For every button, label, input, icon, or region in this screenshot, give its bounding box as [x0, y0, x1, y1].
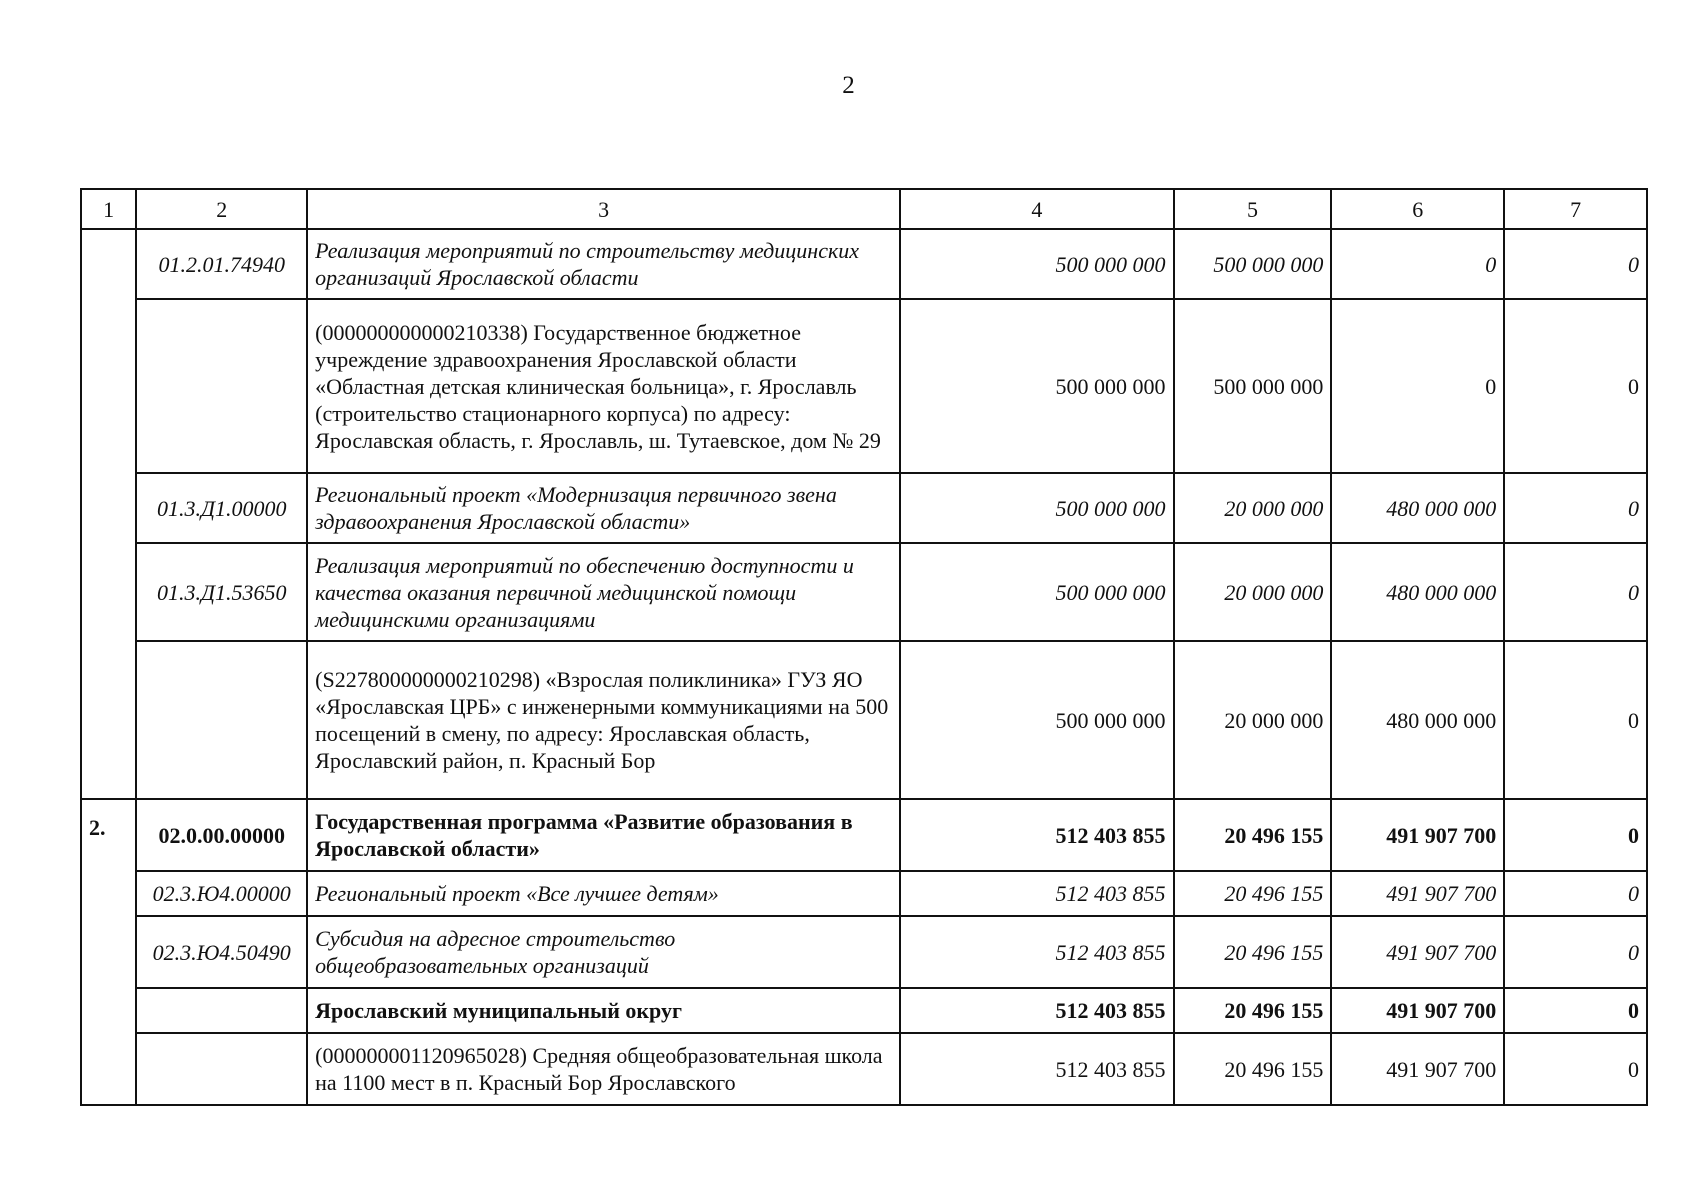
amount-col-5: 20 496 155: [1174, 799, 1332, 871]
amount-col-6: 0: [1331, 299, 1504, 473]
amount-col-5: 20 000 000: [1174, 641, 1332, 799]
row-number: 2.: [81, 799, 136, 1105]
table-row: [81, 799, 1647, 871]
amount-col-6: 480 000 000: [1331, 473, 1504, 543]
table-header-row: [81, 189, 1647, 229]
amount-col-4: 500 000 000: [900, 299, 1173, 473]
row-number-cell: [81, 229, 136, 799]
amount-col-4: 500 000 000: [900, 473, 1173, 543]
amount-col-5: 500 000 000: [1174, 299, 1332, 473]
table-row: [81, 916, 1647, 988]
budget-table: [80, 188, 1648, 1106]
item-description: (000000001120965028) Средняя общеобразовательная школа на 1100 мест в п. Красный Бор Ярославского: [307, 1033, 900, 1105]
budget-code: [136, 299, 307, 473]
amount-col-6: 491 907 700: [1331, 871, 1504, 916]
budget-code: 01.3.Д1.53650: [136, 543, 307, 641]
budget-code: [136, 641, 307, 799]
amount-col-5: 500 000 000: [1174, 229, 1332, 299]
column-header: 4: [900, 189, 1173, 229]
table-row: [81, 871, 1647, 916]
amount-col-4: 500 000 000: [900, 543, 1173, 641]
page-number: 2: [842, 72, 855, 99]
item-description: Реализация мероприятий по обеспечению доступности и качества оказания первичной медицинской помощи медицинскими организациями: [307, 543, 900, 641]
amount-col-6: 0: [1331, 229, 1504, 299]
table-row: [81, 543, 1647, 641]
column-header: 7: [1504, 189, 1647, 229]
amount-col-7: 0: [1504, 1033, 1647, 1105]
column-header: 1: [81, 189, 136, 229]
amount-col-6: 491 907 700: [1331, 799, 1504, 871]
amount-col-7: 0: [1504, 799, 1647, 871]
amount-col-6: 491 907 700: [1331, 916, 1504, 988]
column-header: 6: [1331, 189, 1504, 229]
amount-col-5: 20 496 155: [1174, 871, 1332, 916]
item-description: (000000000000210338) Государственное бюджетное учреждение здравоохранения Ярославской области «Областная детская клиническая больница», г. Ярославль (строительство стационарного корпуса) по адресу: Ярославская область, г. Ярославль, ш. Тутаевское, дом № 29: [307, 299, 900, 473]
amount-col-7: 0: [1504, 988, 1647, 1033]
budget-code: [136, 1033, 307, 1105]
item-description: Реализация мероприятий по строительству медицинских организаций Ярославской области: [307, 229, 900, 299]
budget-code: 02.3.Ю4.50490: [136, 916, 307, 988]
item-description: Государственная программа «Развитие образования в Ярославской области»: [307, 799, 900, 871]
amount-col-4: 512 403 855: [900, 871, 1173, 916]
amount-col-7: 0: [1504, 543, 1647, 641]
table-row: [81, 473, 1647, 543]
item-description: (S227800000000210298) «Взрослая поликлиника» ГУЗ ЯО «Ярославская ЦРБ» с инженерными коммуникациями на 500 посещений в смену, по адресу: Ярославская область, Ярославский район, п. Красный Бор: [307, 641, 900, 799]
item-description: Ярославский муниципальный округ: [307, 988, 900, 1033]
amount-col-5: 20 000 000: [1174, 543, 1332, 641]
table-row: [81, 641, 1647, 799]
amount-col-6: 491 907 700: [1331, 1033, 1504, 1105]
amount-col-4: 512 403 855: [900, 1033, 1173, 1105]
amount-col-4: 500 000 000: [900, 641, 1173, 799]
amount-col-7: 0: [1504, 473, 1647, 543]
budget-code: 01.3.Д1.00000: [136, 473, 307, 543]
amount-col-7: 0: [1504, 916, 1647, 988]
table-row: [81, 1033, 1647, 1105]
item-description: Региональный проект «Все лучшее детям»: [307, 871, 900, 916]
amount-col-6: 480 000 000: [1331, 543, 1504, 641]
column-header: 5: [1174, 189, 1332, 229]
budget-code: [136, 988, 307, 1033]
table-row: [81, 299, 1647, 473]
amount-col-5: 20 496 155: [1174, 988, 1332, 1033]
budget-code: 01.2.01.74940: [136, 229, 307, 299]
table-row: [81, 229, 1647, 299]
amount-col-6: 480 000 000: [1331, 641, 1504, 799]
amount-col-7: 0: [1504, 871, 1647, 916]
table-row: [81, 988, 1647, 1033]
amount-col-4: 512 403 855: [900, 988, 1173, 1033]
amount-col-7: 0: [1504, 229, 1647, 299]
budget-code: 02.3.Ю4.00000: [136, 871, 307, 916]
amount-col-4: 500 000 000: [900, 229, 1173, 299]
amount-col-7: 0: [1504, 641, 1647, 799]
item-description: Региональный проект «Модернизация первичного звена здравоохранения Ярославской области»: [307, 473, 900, 543]
amount-col-5: 20 496 155: [1174, 1033, 1332, 1105]
budget-code: 02.0.00.00000: [136, 799, 307, 871]
amount-col-5: 20 000 000: [1174, 473, 1332, 543]
amount-col-5: 20 496 155: [1174, 916, 1332, 988]
amount-col-4: 512 403 855: [900, 799, 1173, 871]
amount-col-7: 0: [1504, 299, 1647, 473]
item-description: Субсидия на адресное строительство общеобразовательных организаций: [307, 916, 900, 988]
column-header: 2: [136, 189, 307, 229]
amount-col-4: 512 403 855: [900, 916, 1173, 988]
amount-col-6: 491 907 700: [1331, 988, 1504, 1033]
column-header: 3: [307, 189, 900, 229]
